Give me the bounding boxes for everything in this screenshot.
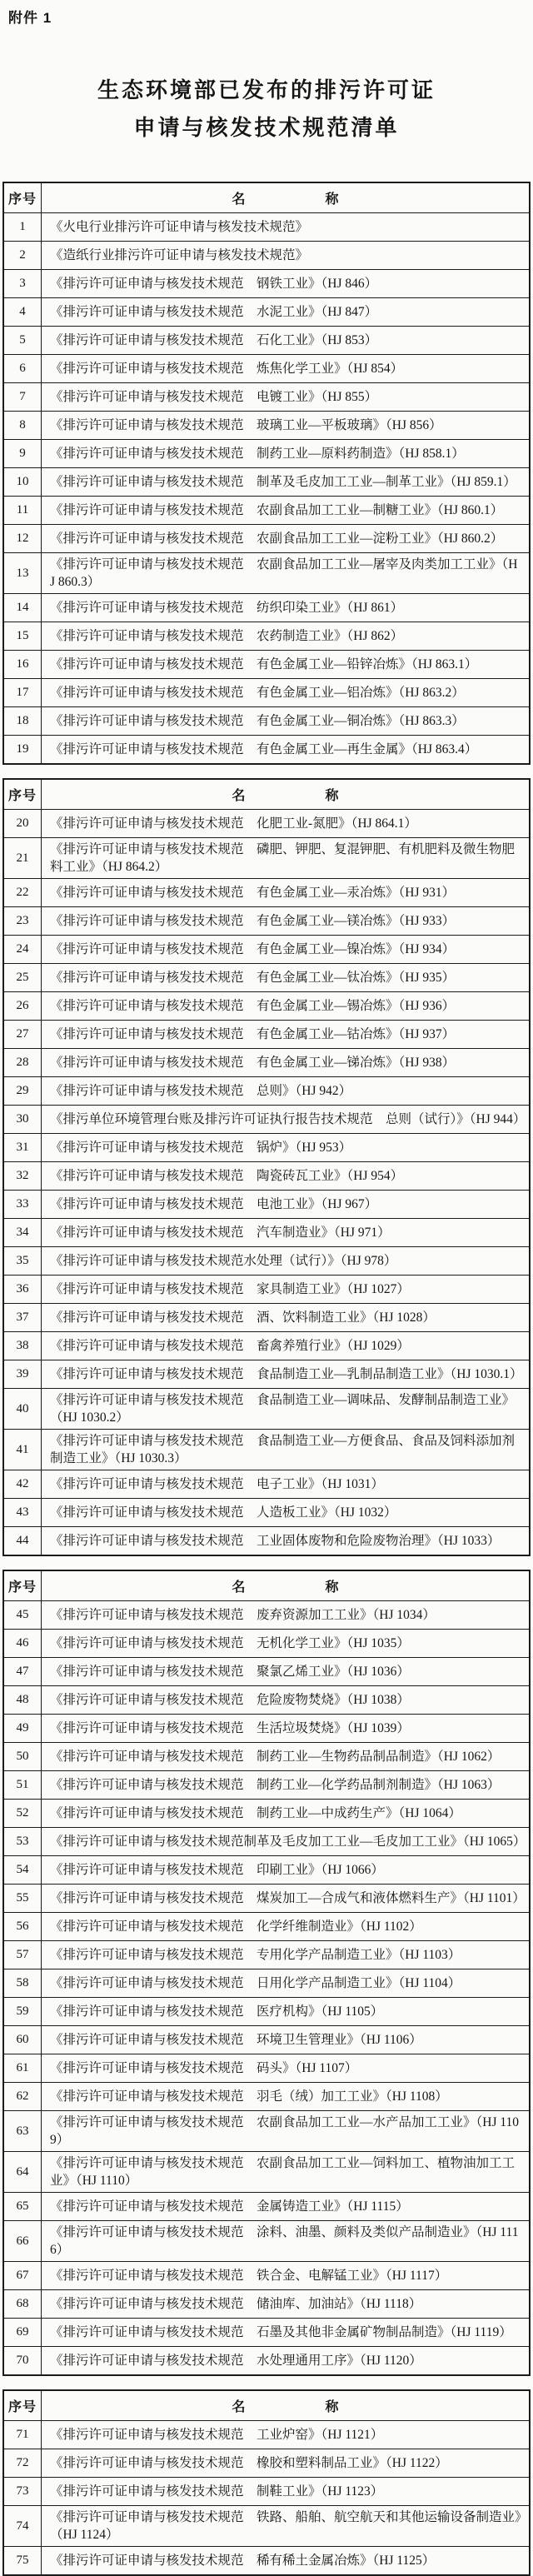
row-spec-name: 《排污许可证申请与核发技术规范 有色金属工业—锑冶炼》（HJ 938） (42, 1049, 531, 1077)
row-spec-name: 《排污许可证申请与核发技术规范 有色金属工业—钴冶炼》（HJ 937） (42, 1021, 531, 1049)
table-row (3, 810, 530, 838)
table-row (3, 2421, 530, 2449)
row-index: 19 (3, 736, 42, 765)
row-spec-name: 《火电行业排污许可证申请与核发技术规范》 (42, 213, 531, 242)
table-row (3, 2152, 530, 2193)
spec-table-section (2, 778, 531, 1556)
table-row (3, 1771, 530, 1800)
document-title-line2: 申请与核发技术规范清单 (133, 115, 400, 140)
row-spec-name: 《排污许可证申请与核发技术规范 制鞋工业》（HJ 1123） (42, 2478, 531, 2506)
row-spec-name: 《排污许可证申请与核发技术规范 化学纤维制造业》（HJ 1102） (42, 1913, 531, 1941)
document-title-line1: 生态环境部已发布的排污许可证 (97, 77, 436, 102)
header-name: 名 称 (42, 1570, 531, 1601)
table-row (3, 1913, 530, 1941)
row-index: 72 (3, 2449, 42, 2478)
row-index: 17 (3, 679, 42, 707)
row-spec-name: 《排污许可证申请与核发技术规范 畜禽养殖行业》（HJ 1029） (42, 1332, 531, 1360)
row-index: 21 (3, 838, 42, 879)
row-index: 64 (3, 2152, 42, 2193)
table-row (3, 1389, 530, 1430)
spec-table-list (0, 182, 533, 2576)
row-spec-name: 《排污许可证申请与核发技术规范 食品制造工业—方便食品、食品及饲料添加剂制造工业》（HJ 1030.3） (42, 1430, 531, 1470)
row-index: 63 (3, 2111, 42, 2152)
row-spec-name: 《排污许可证申请与核发技术规范水处理（试行）》（HJ 978） (42, 1247, 531, 1276)
table-row (3, 2262, 530, 2290)
row-index: 14 (3, 594, 42, 622)
table-row (3, 2026, 530, 2054)
row-index: 34 (3, 1219, 42, 1247)
row-index: 73 (3, 2478, 42, 2506)
row-spec-name: 《排污许可证申请与核发技术规范 危险废物焚烧》（HJ 1038） (42, 1686, 531, 1715)
header-name: 名 称 (42, 2390, 531, 2421)
row-spec-name: 《排污许可证申请与核发技术规范 水处理通用工序》（HJ 1120） (42, 2347, 531, 2376)
row-spec-name: 《排污许可证申请与核发技术规范 铁合金、电解锰工业》（HJ 1117） (42, 2262, 531, 2290)
row-index: 27 (3, 1021, 42, 1049)
table-row (3, 1077, 530, 1106)
row-spec-name: 《排污许可证申请与核发技术规范 玻璃工业—平板玻璃》（HJ 856） (42, 412, 531, 440)
row-index: 18 (3, 707, 42, 736)
row-spec-name: 《排污许可证申请与核发技术规范 金属铸造工业》（HJ 1115） (42, 2193, 531, 2221)
row-index: 60 (3, 2026, 42, 2054)
row-spec-name: 《排污许可证申请与核发技术规范 有色金属工业—钛冶炼》（HJ 935） (42, 964, 531, 992)
row-spec-name: 《排污许可证申请与核发技术规范 食品制造工业—乳制品制造工业》（HJ 1030.1） (42, 1360, 531, 1389)
row-spec-name: 《排污许可证申请与核发技术规范 有色金属工业—铜冶炼》（HJ 863.3） (42, 707, 531, 736)
table-row (3, 2054, 530, 2083)
row-spec-name: 《排污许可证申请与核发技术规范 纺织印染工业》（HJ 861） (42, 594, 531, 622)
row-spec-name: 《排污许可证申请与核发技术规范制革及毛皮加工工业—毛皮加工工业》（HJ 1065） (42, 1828, 531, 1856)
row-index: 29 (3, 1077, 42, 1106)
row-spec-name: 《排污单位环境管理台账及排污许可证执行报告技术规范 总则（试行）》（HJ 944） (42, 1106, 531, 1134)
row-spec-name: 《排污许可证申请与核发技术规范 无机化学工业》（HJ 1035） (42, 1630, 531, 1658)
table-row (3, 2111, 530, 2152)
row-index: 33 (3, 1191, 42, 1219)
table-row (3, 2506, 530, 2547)
row-index: 31 (3, 1134, 42, 1162)
table-row (3, 1021, 530, 1049)
row-index: 74 (3, 2506, 42, 2547)
row-index: 68 (3, 2290, 42, 2319)
table-row (3, 1601, 530, 1630)
row-index: 57 (3, 1941, 42, 1969)
row-index: 49 (3, 1715, 42, 1743)
row-index: 7 (3, 383, 42, 412)
row-spec-name: 《排污许可证申请与核发技术规范 锅炉》（HJ 953） (42, 1134, 531, 1162)
table-row (3, 707, 530, 736)
row-spec-name: 《排污许可证申请与核发技术规范 橡胶和塑料制品工业》（HJ 1122） (42, 2449, 531, 2478)
row-index: 20 (3, 810, 42, 838)
row-index: 47 (3, 1658, 42, 1686)
row-index: 26 (3, 992, 42, 1021)
table-row (3, 1049, 530, 1077)
row-spec-name: 《排污许可证申请与核发技术规范 农副食品加工工业—制糖工业》（HJ 860.1） (42, 497, 531, 525)
row-spec-name: 《排污许可证申请与核发技术规范 石墨及其他非金属矿物制品制造》（HJ 1119） (42, 2319, 531, 2347)
table-row (3, 1998, 530, 2026)
row-index: 46 (3, 1630, 42, 1658)
row-spec-name: 《排污许可证申请与核发技术规范 码头》（HJ 1107） (42, 2054, 531, 2083)
row-spec-name: 《排污许可证申请与核发技术规范 钢铁工业》（HJ 846） (42, 270, 531, 298)
row-index: 45 (3, 1601, 42, 1630)
header-index: 序号 (3, 182, 42, 213)
row-spec-name: 《排污许可证申请与核发技术规范 涂料、油墨、颜料及类似产品制造业》（HJ 1116） (42, 2221, 531, 2262)
table-row (3, 525, 530, 553)
row-index: 53 (3, 1828, 42, 1856)
row-index: 40 (3, 1389, 42, 1430)
spec-table-section (2, 1570, 531, 2376)
row-spec-name: 《排污许可证申请与核发技术规范 有色金属工业—铅锌冶炼》（HJ 863.1） (42, 651, 531, 679)
row-spec-name: 《排污许可证申请与核发技术规范 有色金属工业—锡冶炼》（HJ 936） (42, 992, 531, 1021)
row-spec-name: 《排污许可证申请与核发技术规范 煤炭加工—合成气和液体燃料生产》（HJ 1101） (42, 1885, 531, 1913)
row-spec-name: 《排污许可证申请与核发技术规范 废弃资源加工工业》（HJ 1034） (42, 1601, 531, 1630)
row-index: 16 (3, 651, 42, 679)
table-row (3, 2347, 530, 2376)
row-index: 32 (3, 1162, 42, 1191)
table-row (3, 1304, 530, 1332)
table-row (3, 2083, 530, 2111)
table-row (3, 497, 530, 525)
table-row (3, 736, 530, 765)
table-row (3, 2449, 530, 2478)
row-index: 35 (3, 1247, 42, 1276)
row-spec-name: 《排污许可证申请与核发技术规范 汽车制造业》（HJ 971） (42, 1219, 531, 1247)
row-index: 58 (3, 1969, 42, 1998)
table-row (3, 1276, 530, 1304)
table-header-row (3, 2390, 530, 2421)
header-index: 序号 (3, 779, 42, 810)
row-index: 56 (3, 1913, 42, 1941)
row-spec-name: 《排污许可证申请与核发技术规范 石化工业》（HJ 853） (42, 327, 531, 355)
table-row (3, 553, 530, 594)
row-spec-name: 《排污许可证申请与核发技术规范 农副食品加工工业—饲料加工、植物油加工工业》（HJ 1110） (42, 2152, 531, 2193)
table-row (3, 2478, 530, 2506)
row-spec-name: 《排污许可证申请与核发技术规范 农副食品加工工业—水产品加工工业》（HJ 1109） (42, 2111, 531, 2152)
row-spec-name: 《排污许可证申请与核发技术规范 有色金属工业—再生金属》（HJ 863.4） (42, 736, 531, 765)
row-spec-name: 《排污许可证申请与核发技术规范 储油库、加油站》（HJ 1118） (42, 2290, 531, 2319)
header-name: 名 称 (42, 182, 531, 213)
row-index: 6 (3, 355, 42, 383)
table-row (3, 1360, 530, 1389)
row-spec-name: 《排污许可证申请与核发技术规范 铁路、船舶、航空航天和其他运输设备制造业》（HJ 1124） (42, 2506, 531, 2547)
table-row (3, 1941, 530, 1969)
row-index: 54 (3, 1856, 42, 1885)
document-title (0, 0, 533, 147)
row-spec-name: 《排污许可证申请与核发技术规范 有色金属工业—镍冶炼》（HJ 934） (42, 936, 531, 964)
table-row (3, 2290, 530, 2319)
table-row (3, 270, 530, 298)
row-index: 41 (3, 1430, 42, 1470)
row-spec-name: 《排污许可证申请与核发技术规范 炼焦化学工业》（HJ 854） (42, 355, 531, 383)
row-spec-name: 《排污许可证申请与核发技术规范 总则》（HJ 942） (42, 1077, 531, 1106)
row-spec-name: 《排污许可证申请与核发技术规范 日用化学产品制造工业》（HJ 1104） (42, 1969, 531, 1998)
row-index: 30 (3, 1106, 42, 1134)
row-spec-name: 《排污许可证申请与核发技术规范 工业固体废物和危险废物治理》（HJ 1033） (42, 1527, 531, 1556)
row-index: 44 (3, 1527, 42, 1556)
row-spec-name: 《排污许可证申请与核发技术规范 环境卫生管理业》（HJ 1106） (42, 2026, 531, 2054)
row-index: 43 (3, 1499, 42, 1527)
attachment-label: 附件 1 (8, 10, 52, 26)
table-row (3, 1106, 530, 1134)
row-index: 70 (3, 2347, 42, 2376)
table-row (3, 1134, 530, 1162)
table-row (3, 383, 530, 412)
table-row (3, 242, 530, 270)
row-index: 59 (3, 1998, 42, 2026)
table-row (3, 992, 530, 1021)
row-index: 15 (3, 622, 42, 651)
table-row (3, 1969, 530, 1998)
row-spec-name: 《排污许可证申请与核发技术规范 印刷工业》（HJ 1066） (42, 1856, 531, 1885)
row-spec-name: 《排污许可证申请与核发技术规范 磷肥、钾肥、复混钾肥、有机肥料及微生物肥料工业》（HJ 864.2） (42, 838, 531, 879)
row-index: 36 (3, 1276, 42, 1304)
table-row (3, 1715, 530, 1743)
table-row (3, 1630, 530, 1658)
row-spec-name: 《排污许可证申请与核发技术规范 聚氯乙烯工业》（HJ 1036） (42, 1658, 531, 1686)
row-index: 5 (3, 327, 42, 355)
row-spec-name: 《排污许可证申请与核发技术规范 稀有稀土金属冶炼》（HJ 1125） (42, 2547, 531, 2576)
table-row (3, 1247, 530, 1276)
table-row (3, 1856, 530, 1885)
row-index: 3 (3, 270, 42, 298)
table-row (3, 838, 530, 879)
row-spec-name: 《排污许可证申请与核发技术规范 制药工业—中成药生产》（HJ 1064） (42, 1800, 531, 1828)
row-index: 8 (3, 412, 42, 440)
table-row (3, 1219, 530, 1247)
row-index: 23 (3, 907, 42, 936)
table-row (3, 298, 530, 327)
table-row (3, 879, 530, 907)
header-index: 序号 (3, 2390, 42, 2421)
table-row (3, 1885, 530, 1913)
header-index: 序号 (3, 1570, 42, 1601)
row-index: 28 (3, 1049, 42, 1077)
table-row (3, 440, 530, 468)
row-index: 51 (3, 1771, 42, 1800)
row-index: 24 (3, 936, 42, 964)
table-row (3, 1332, 530, 1360)
row-spec-name: 《排污许可证申请与核发技术规范 电子工业》（HJ 1031） (42, 1470, 531, 1499)
row-index: 9 (3, 440, 42, 468)
row-index: 67 (3, 2262, 42, 2290)
table-row (3, 1800, 530, 1828)
table-row (3, 1686, 530, 1715)
table-row (3, 1430, 530, 1470)
table-header-row (3, 779, 530, 810)
row-spec-name: 《排污许可证申请与核发技术规范 制药工业—原料药制造》（HJ 858.1） (42, 440, 531, 468)
table-row (3, 1499, 530, 1527)
table-row (3, 936, 530, 964)
row-spec-name: 《排污许可证申请与核发技术规范 制革及毛皮加工工业—制革工业》（HJ 859.1） (42, 468, 531, 497)
row-spec-name: 《排污许可证申请与核发技术规范 酒、饮料制造工业》（HJ 1028） (42, 1304, 531, 1332)
row-spec-name: 《排污许可证申请与核发技术规范 化肥工业-氮肥》（HJ 864.1） (42, 810, 531, 838)
row-index: 52 (3, 1800, 42, 1828)
row-spec-name: 《造纸行业排污许可证申请与核发技术规范》 (42, 242, 531, 270)
table-row (3, 2193, 530, 2221)
row-spec-name: 《排污许可证申请与核发技术规范 工业炉窑》（HJ 1121） (42, 2421, 531, 2449)
row-index: 38 (3, 1332, 42, 1360)
header-name: 名 称 (42, 779, 531, 810)
row-index: 12 (3, 525, 42, 553)
table-row (3, 1191, 530, 1219)
table-row (3, 2221, 530, 2262)
row-spec-name: 《排污许可证申请与核发技术规范 家具制造工业》（HJ 1027） (42, 1276, 531, 1304)
table-row (3, 651, 530, 679)
row-spec-name: 《排污许可证申请与核发技术规范 制药工业—化学药品制剂制造》（HJ 1063） (42, 1771, 531, 1800)
row-spec-name: 《排污许可证申请与核发技术规范 医疗机构》（HJ 1105） (42, 1998, 531, 2026)
table-header-row (3, 1570, 530, 1601)
table-row (3, 1743, 530, 1771)
row-index: 25 (3, 964, 42, 992)
spec-table-section (2, 2389, 531, 2576)
row-index: 2 (3, 242, 42, 270)
table-row (3, 1527, 530, 1556)
spec-table-section (2, 182, 531, 765)
row-spec-name: 《排污许可证申请与核发技术规范 生活垃圾焚烧》（HJ 1039） (42, 1715, 531, 1743)
row-index: 4 (3, 298, 42, 327)
table-row (3, 1162, 530, 1191)
table-row (3, 213, 530, 242)
table-row (3, 468, 530, 497)
table-row (3, 1658, 530, 1686)
row-spec-name: 《排污许可证申请与核发技术规范 水泥工业》（HJ 847） (42, 298, 531, 327)
table-row (3, 679, 530, 707)
row-index: 61 (3, 2054, 42, 2083)
table-row (3, 2547, 530, 2576)
row-index: 11 (3, 497, 42, 525)
row-spec-name: 《排污许可证申请与核发技术规范 羽毛（绒）加工工业》（HJ 1108） (42, 2083, 531, 2111)
row-index: 22 (3, 879, 42, 907)
row-spec-name: 《排污许可证申请与核发技术规范 专用化学产品制造工业》（HJ 1103） (42, 1941, 531, 1969)
row-index: 65 (3, 2193, 42, 2221)
row-spec-name: 《排污许可证申请与核发技术规范 陶瓷砖瓦工业》（HJ 954） (42, 1162, 531, 1191)
row-spec-name: 《排污许可证申请与核发技术规范 人造板工业》（HJ 1032） (42, 1499, 531, 1527)
row-spec-name: 《排污许可证申请与核发技术规范 农药制造工业》（HJ 862） (42, 622, 531, 651)
row-spec-name: 《排污许可证申请与核发技术规范 农副食品加工工业—淀粉工业》（HJ 860.2） (42, 525, 531, 553)
table-row (3, 622, 530, 651)
table-row (3, 907, 530, 936)
row-spec-name: 《排污许可证申请与核发技术规范 有色金属工业—镁冶炼》（HJ 933） (42, 907, 531, 936)
row-index: 69 (3, 2319, 42, 2347)
row-index: 37 (3, 1304, 42, 1332)
row-index: 62 (3, 2083, 42, 2111)
row-index: 1 (3, 213, 42, 242)
row-spec-name: 《排污许可证申请与核发技术规范 食品制造工业—调味品、发酵制品制造工业》（HJ 1030.2） (42, 1389, 531, 1430)
row-index: 42 (3, 1470, 42, 1499)
row-index: 75 (3, 2547, 42, 2576)
row-index: 13 (3, 553, 42, 594)
row-index: 66 (3, 2221, 42, 2262)
row-spec-name: 《排污许可证申请与核发技术规范 电池工业》（HJ 967） (42, 1191, 531, 1219)
row-index: 10 (3, 468, 42, 497)
table-row (3, 355, 530, 383)
row-spec-name: 《排污许可证申请与核发技术规范 制药工业—生物药品制品制造》（HJ 1062） (42, 1743, 531, 1771)
table-row (3, 1470, 530, 1499)
row-spec-name: 《排污许可证申请与核发技术规范 有色金属工业—铝冶炼》（HJ 863.2） (42, 679, 531, 707)
row-index: 50 (3, 1743, 42, 1771)
row-spec-name: 《排污许可证申请与核发技术规范 农副食品加工工业—屠宰及肉类加工工业》（HJ 860.3） (42, 553, 531, 594)
row-index: 48 (3, 1686, 42, 1715)
table-row (3, 594, 530, 622)
table-row (3, 327, 530, 355)
row-index: 55 (3, 1885, 42, 1913)
table-row (3, 412, 530, 440)
table-row (3, 2319, 530, 2347)
table-row (3, 964, 530, 992)
row-spec-name: 《排污许可证申请与核发技术规范 电镀工业》（HJ 855） (42, 383, 531, 412)
row-index: 39 (3, 1360, 42, 1389)
row-spec-name: 《排污许可证申请与核发技术规范 有色金属工业—汞冶炼》（HJ 931） (42, 879, 531, 907)
table-row (3, 1828, 530, 1856)
row-index: 71 (3, 2421, 42, 2449)
table-header-row (3, 182, 530, 213)
